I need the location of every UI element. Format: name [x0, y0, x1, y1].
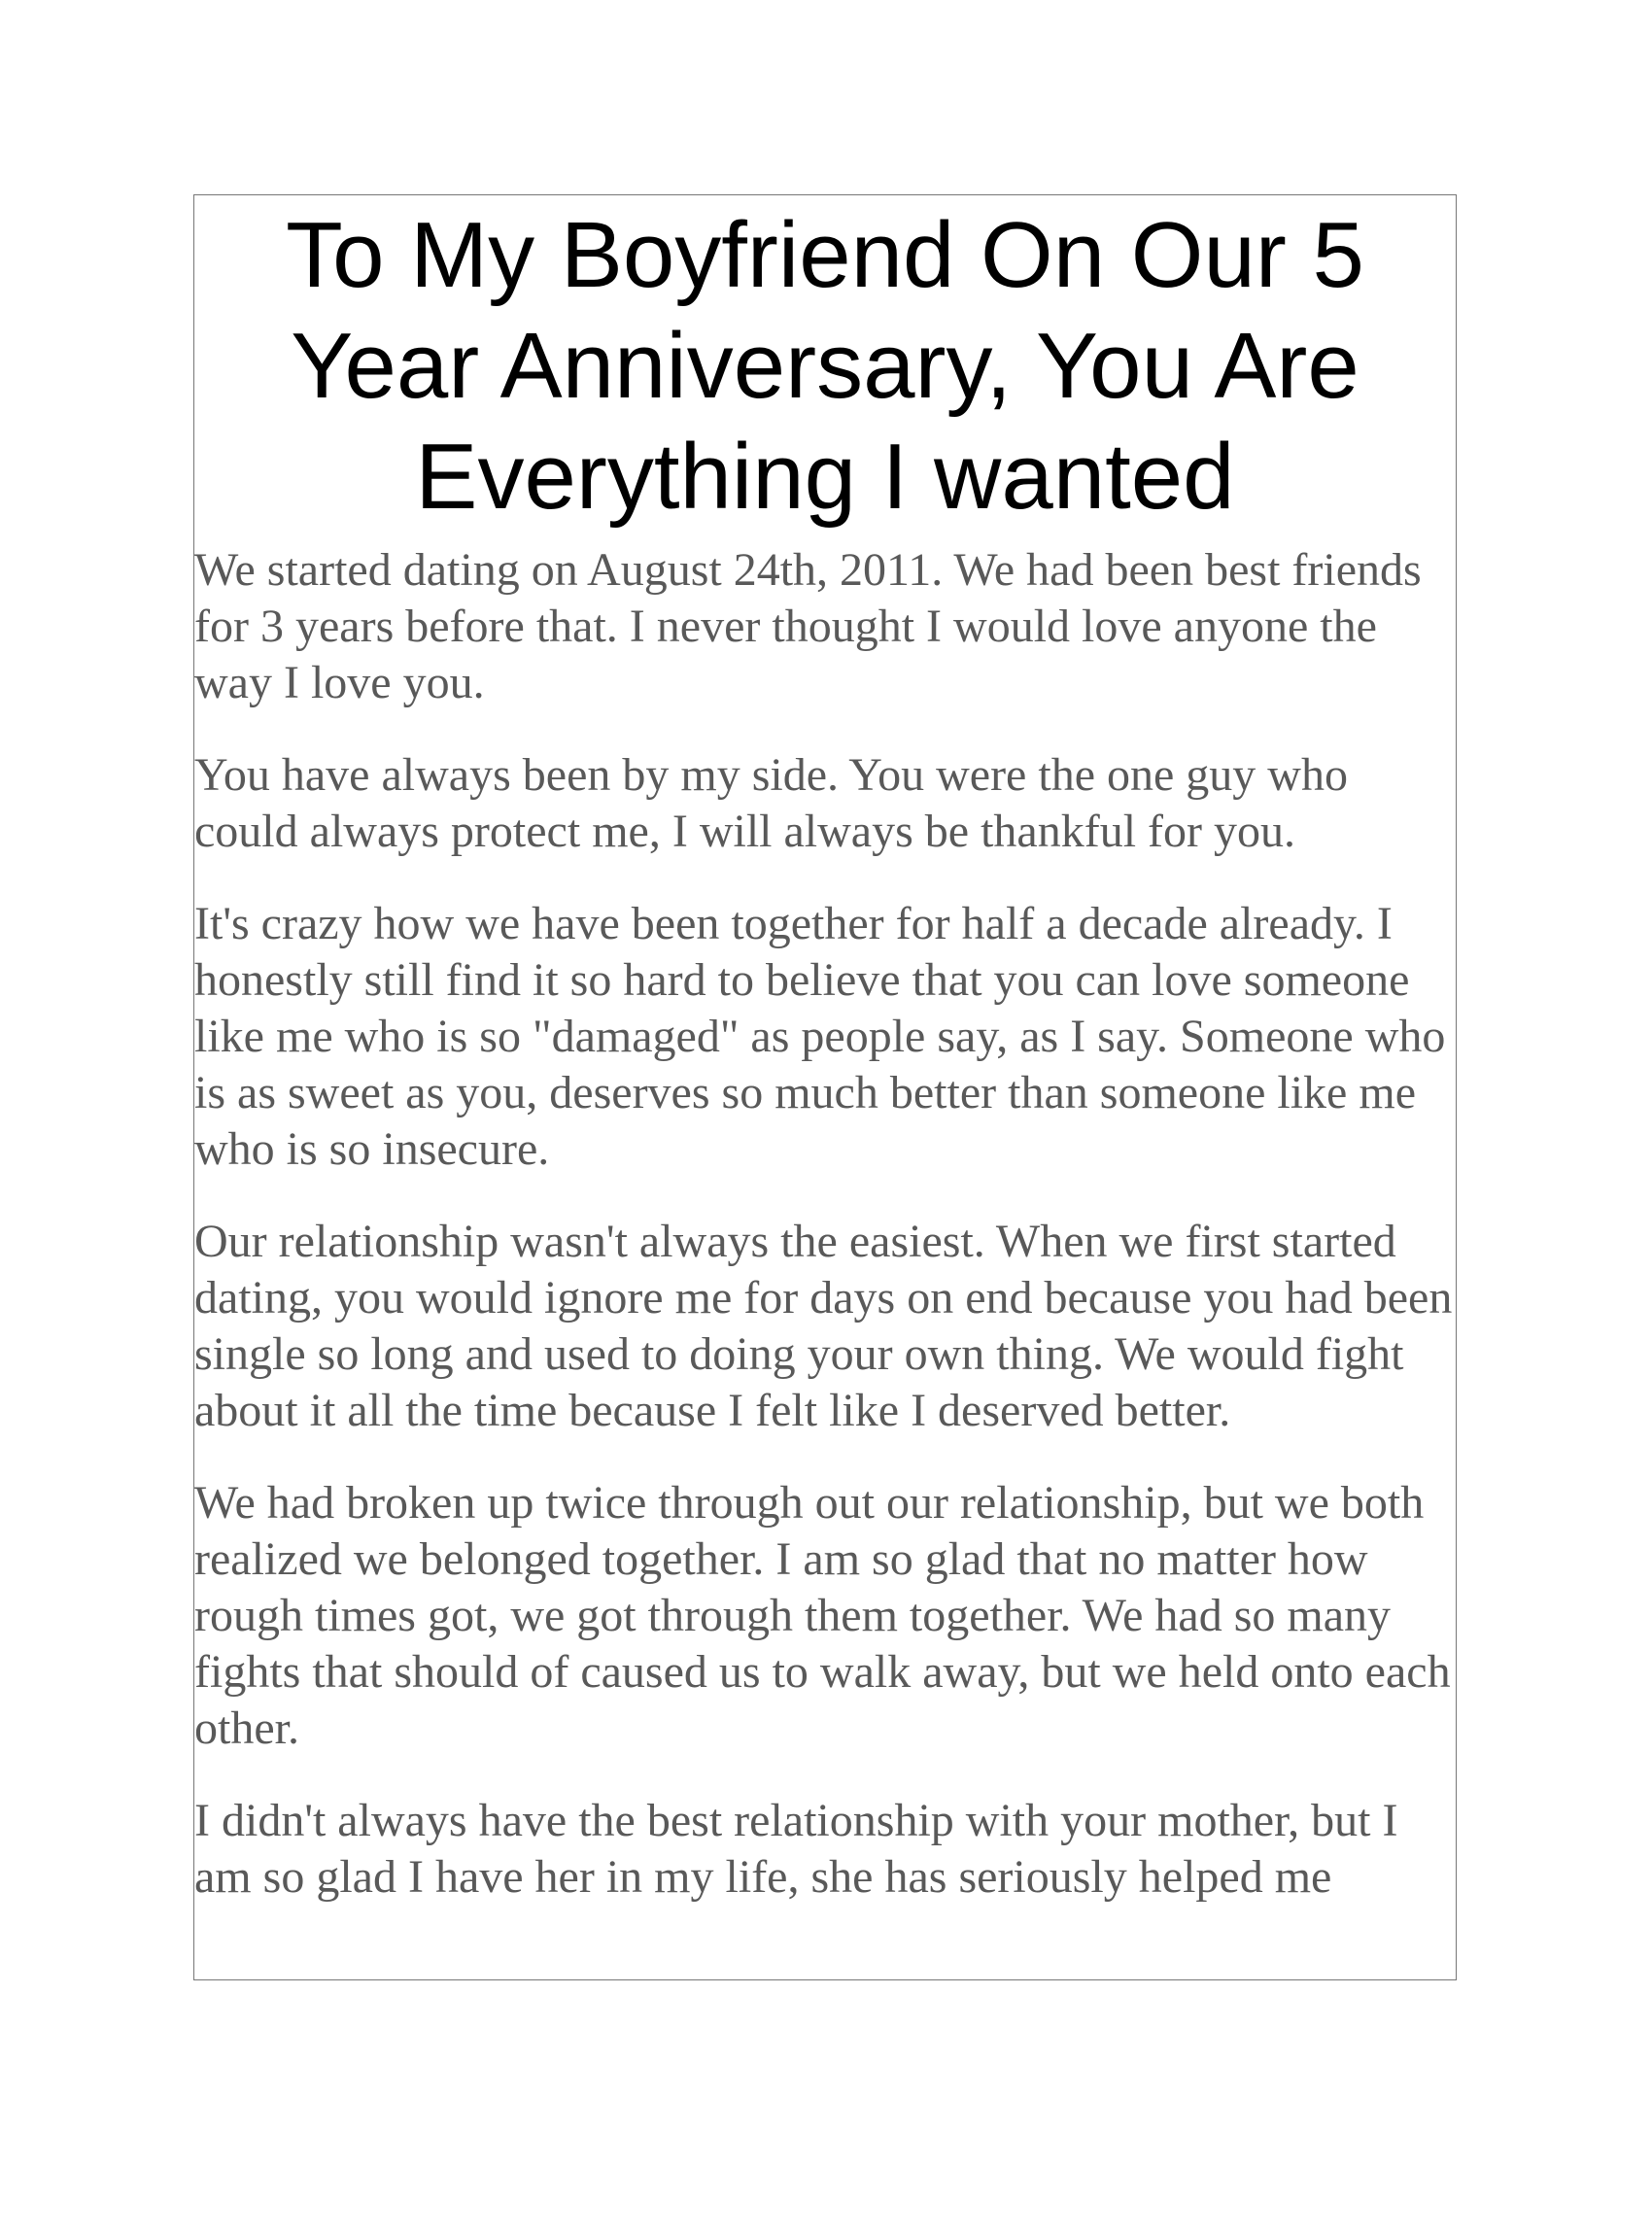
- article-body: [194, 542, 1456, 1906]
- document-page: [193, 194, 1457, 1980]
- paragraph-2: You have always been by my side. You were the one guy who could always protect me, I will always be thankful for you.: [194, 749, 1348, 857]
- paragraph-1: We started dating on August 24th, 2011. We had been best friends for 3 years before that. I never thought I would love anyone the way I love you.: [194, 544, 1422, 708]
- paragraph-6: I didn't always have the best relationship with your mother, but I am so glad I have her in my life, she has seriously helped me: [194, 1795, 1398, 1903]
- paragraph-4: Our relationship wasn't always the easiest. When we first started dating, you would ignore me for days on end because you had been single so long and used to doing your own thing. We would fight about it all the time because I felt like I deserved better.: [194, 1216, 1453, 1436]
- paragraph-3: It's crazy how we have been together for half a decade already. I honestly still find it so hard to believe that you can love someone like me who is so "damaged" as people say, as I say. Someone who is as sweet as you, deserves so much better than someone like me who is so insecure.: [194, 898, 1446, 1175]
- paragraph-5: We had broken up twice through out our relationship, but we both realized we belonged together. I am so glad that no matter how rough times got, we got through them together. We had so many fights that should of caused us to walk away, but we held onto each other.: [194, 1477, 1451, 1754]
- article-title: To My Boyfriend On Our 5 Year Anniversary, You Are Everything I wanted: [286, 203, 1364, 529]
